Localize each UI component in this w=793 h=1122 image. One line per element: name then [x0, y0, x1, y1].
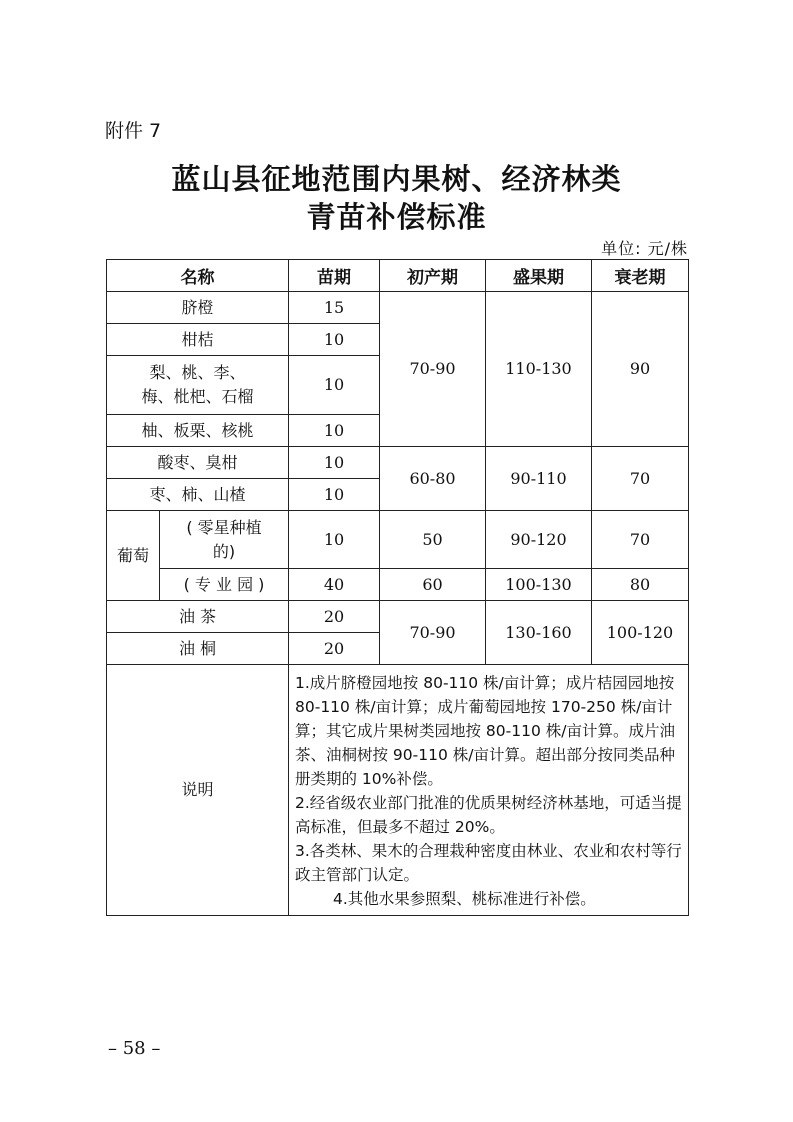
- group3-peak: 130-160: [486, 601, 592, 665]
- row-peak: 100-130: [486, 569, 592, 601]
- row-seedling: 10: [289, 479, 380, 511]
- group2-peak: 90-110: [486, 447, 592, 511]
- row-seedling: 10: [289, 415, 380, 447]
- header-peak: 盛果期: [486, 260, 592, 292]
- note-3: 3.各类林、果木的合理栽种密度由林业、农业和农村等行政主管部门认定。: [295, 842, 682, 884]
- group2-old: 70: [592, 447, 689, 511]
- row-name: 脐橙: [107, 292, 289, 324]
- notes-row: [107, 665, 689, 916]
- notes-label: 说明: [107, 665, 289, 916]
- grape-label: 葡萄: [107, 511, 160, 601]
- table-row: [107, 447, 689, 479]
- note-4: 4.其他水果参照梨、桃标准进行补偿。: [333, 890, 596, 908]
- compensation-table: [106, 259, 689, 916]
- row-name: 枣、柿、山楂: [107, 479, 289, 511]
- group1-peak: 110-130: [486, 292, 592, 447]
- table-row: [107, 569, 689, 601]
- row-early: 60: [380, 569, 486, 601]
- title-line-2: 青苗补偿标准: [306, 200, 487, 234]
- unit-label: 单位: 元/株: [601, 239, 688, 258]
- attachment-label: 附件 7: [105, 120, 162, 142]
- row-seedling: 10: [289, 356, 380, 415]
- table-row: [107, 601, 689, 633]
- group1-early: 70-90: [380, 292, 486, 447]
- note-1: 1.成片脐橙园地按 80-110 株/亩计算；成片桔园园地按 80-110 株/亩计算；成片葡萄园地按 170-250 株/亩计算；其它成片果树类园地按 80-110 株/亩计算。成片油茶、油桐树按 90-110 株/亩计算。超出部分按同类品种册类期的 10%补偿。: [295, 674, 675, 788]
- header-early: 初产期: [380, 260, 486, 292]
- row-seedling: 20: [289, 633, 380, 665]
- row-peak: 90-120: [486, 511, 592, 569]
- row-name: ( 专 业 园 ): [160, 569, 289, 601]
- row-name: 柚、板栗、核桃: [107, 415, 289, 447]
- header-name: 名称: [107, 260, 289, 292]
- group3-old: 100-120: [592, 601, 689, 665]
- title-line-1: 蓝山县征地范围内果树、经济林类: [171, 162, 622, 196]
- group3-early: 70-90: [380, 601, 486, 665]
- header-old: 衰老期: [592, 260, 689, 292]
- notes-content: [289, 665, 689, 916]
- header-seedling: 苗期: [289, 260, 380, 292]
- row-name: ( 零星种植的): [160, 511, 289, 569]
- page-number: – 58 –: [108, 1038, 161, 1059]
- group1-old: 90: [592, 292, 689, 447]
- table-header-row: [107, 260, 689, 292]
- row-name: 酸枣、臭柑: [107, 447, 289, 479]
- row-seedling: 10: [289, 324, 380, 356]
- row-name: 油 桐: [107, 633, 289, 665]
- table-row: [107, 511, 689, 569]
- row-seedling: 20: [289, 601, 380, 633]
- row-early: 50: [380, 511, 486, 569]
- row-seedling: 10: [289, 511, 380, 569]
- row-seedling: 10: [289, 447, 380, 479]
- note-2: 2.经省级农业部门批准的优质果树经济林基地，可适当提高标准，但最多不超过 20%。: [295, 794, 682, 836]
- table-row: [107, 292, 689, 324]
- row-seedling: 15: [289, 292, 380, 324]
- row-name: 梨、桃、李、梅、枇杷、石榴: [107, 356, 289, 415]
- row-name: 油 茶: [107, 601, 289, 633]
- row-old: 80: [592, 569, 689, 601]
- group2-early: 60-80: [380, 447, 486, 511]
- row-name: 柑桔: [107, 324, 289, 356]
- row-old: 70: [592, 511, 689, 569]
- row-seedling: 40: [289, 569, 380, 601]
